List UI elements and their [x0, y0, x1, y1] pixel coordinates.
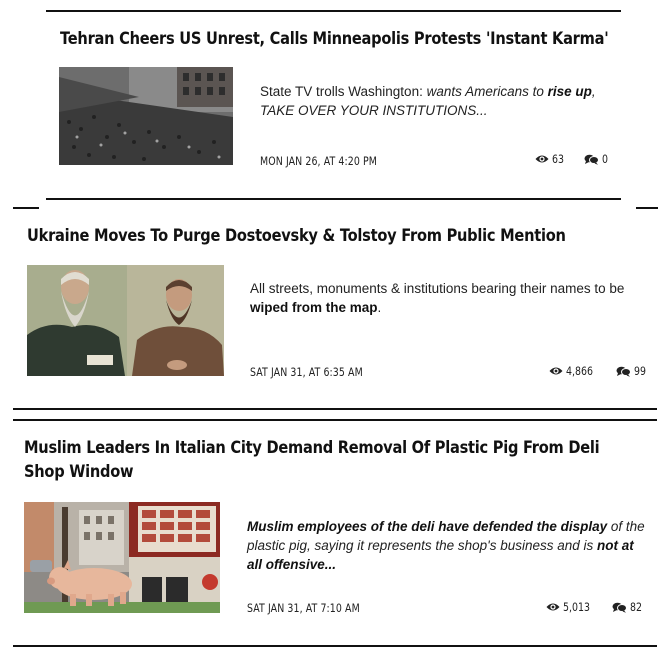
comments-number: 99: [634, 364, 647, 378]
divider-1-left-stub: [13, 207, 39, 209]
comments-count[interactable]: [584, 152, 609, 166]
summary-part: State TV trolls Washington:: [260, 84, 427, 99]
divider-1: [46, 198, 621, 200]
summary-part: rise up: [547, 84, 592, 99]
article-image[interactable]: [59, 67, 233, 165]
summary-part: wants Americans to: [426, 84, 548, 99]
divider-2: [13, 408, 657, 410]
views-number: 5,013: [563, 600, 591, 614]
article-title[interactable]: Ukraine Moves To Purge Dostoevsky & Tolstoy From Public Mention: [27, 226, 566, 246]
eye-icon: [546, 602, 560, 612]
summary-part: , TAKE OVER YOUR INSTITUTIONS...: [260, 84, 596, 118]
summary-part: not at all offensive...: [247, 538, 634, 572]
comments-number: 82: [630, 600, 643, 614]
comment-bubbles-icon: [612, 602, 627, 613]
article-summary: [247, 517, 647, 574]
comments-count[interactable]: [616, 364, 649, 378]
article-date: SAT JAN 31, AT 7:10 AM: [247, 601, 360, 615]
views-count: [549, 364, 599, 378]
summary-part: wiped from the map: [250, 300, 378, 315]
views-number: 63: [552, 152, 565, 166]
article-summary: [250, 279, 635, 317]
eye-icon: [535, 154, 549, 164]
summary-part: .: [377, 300, 382, 315]
comments-number: 0: [602, 152, 609, 166]
article-title[interactable]: Tehran Cheers US Unrest, Calls Minneapolis Protests 'Instant Karma': [60, 29, 609, 49]
article-date: MON JAN 26, AT 4:20 PM: [260, 154, 378, 168]
comment-bubbles-icon: [616, 366, 631, 377]
views-number: 4,866: [566, 364, 594, 378]
article-image[interactable]: [27, 265, 224, 376]
views-count: [535, 152, 567, 166]
views-count: [546, 600, 596, 614]
divider-1-right-stub: [636, 207, 658, 209]
article-date: SAT JAN 31, AT 6:35 AM: [250, 365, 363, 379]
article-summary: [260, 82, 610, 120]
eye-icon: [549, 366, 563, 376]
summary-part: All streets, monuments & institutions bearing their names to be: [250, 281, 625, 296]
summary-part: Muslim employees of the deli have defended the display: [247, 519, 608, 534]
divider-bottom: [13, 645, 657, 647]
divider-top: [46, 10, 621, 12]
article-image[interactable]: [24, 502, 220, 613]
article-title[interactable]: Muslim Leaders In Italian City Demand Removal Of Plastic Pig From Deli Shop Window: [24, 438, 600, 482]
comments-count[interactable]: [612, 600, 645, 614]
divider-2b: [13, 419, 657, 421]
comment-bubbles-icon: [584, 154, 599, 165]
summary-part: of the plastic pig, saying it represents the shop's business and is: [247, 519, 645, 553]
